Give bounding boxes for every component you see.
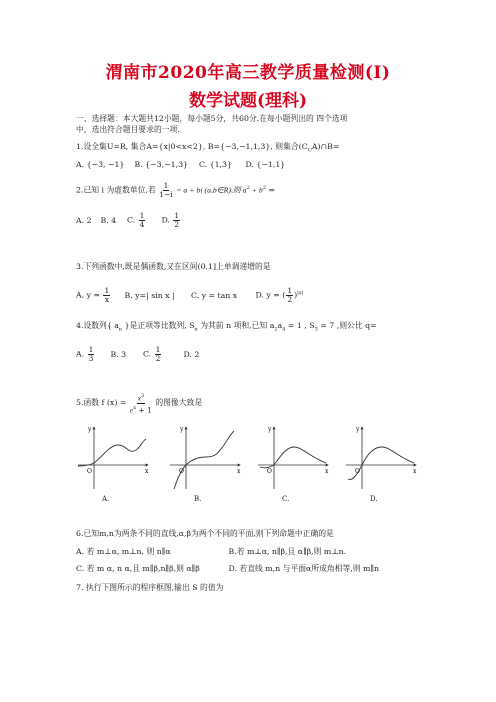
graph-b-origin: O [179,468,184,475]
q5-graph-d [346,426,417,489]
q3-option-c: C. y = tan x [190,290,238,300]
graph-label-d: D. [370,495,378,503]
graph-c-origin: O [267,468,272,475]
section-heading-line2: 中，选出符合题目要求的一项. [76,125,180,134]
graph-a-y-label: y [88,426,92,433]
question-7-stem: 7. 执行下图所示的程序框图,输出 S 的值为 [76,583,224,592]
exam-title: 渭南市2020年高三教学质量检测(Ⅰ) [105,63,391,83]
graph-d-x-label: x [413,468,417,475]
q5-graph-a [78,426,149,489]
question-1-stem: 1.设全集U=R, 集合A={x|0<x<2}, B={−3,−1,1,3}, 则集合$(C_UA)\cap B=$ [76,142,340,154]
q6-option-c: C. 若 m α, n α,且 m∥β,n∥β,则 α∥β [76,564,200,573]
q5-graph-c [258,426,329,489]
graph-label-b: B. [194,495,202,503]
q2-fraction: $\frac{1}{1-i}$ [159,181,173,199]
question-6-options-cd [76,563,379,574]
question-2-stem: 2.已知 i 为虚数单位,若 $\frac{1}{1-i}$ = a + bi (a,b∈R),则 $a^2 + b^2$ = [76,181,276,199]
question-5-stem: 5.函数 f (x) = $\frac{x^3}{e^x + 1}$ 的图像大致是 [76,393,203,414]
graph-a-x-label: x [145,468,149,475]
question-2-options [76,212,181,229]
section-heading-line1: 一、选择题：本大题共12小题，每小题5分，共60分.在每小题列出的 四个选项 [76,114,348,123]
q1-option-c: C. {1,3} [198,160,232,169]
q5-graph-options [76,423,416,503]
question-1-options [76,159,285,170]
q2-option-d: D. $\frac{1}{2}$ [161,211,180,229]
q5-graph-b [170,426,241,489]
q5-fraction: $\frac{x^3}{e^x + 1}$ [129,393,152,414]
q1-option-b: B. {−3,−1,3} [134,160,188,169]
q5-graphs-svg [76,423,416,495]
graph-label-a: A. [102,495,110,503]
q3-option-d: D. y = ( $\frac{1}{2}$ )$^{|x|}$ [255,286,304,304]
question-6-stem: 6.已知m,n为两条不同的直线,α,β为两个不同的平面,则下列命题中正确的是 [76,529,334,538]
q6-option-b: B.若 m⊥α, n∥β,且 α∥β,则 m⊥n. [228,547,347,556]
q4-option-d: D. 2 [183,349,200,359]
q3-option-b: B. y=| sin x | [124,290,175,300]
q4-option-b: B. 3 [110,349,127,359]
q1-option-a: A. {−3, −1} [76,160,125,169]
question-3-options [76,287,303,304]
graph-b-x-label: x [237,468,241,475]
graph-c-y-label: y [268,426,272,433]
graph-d-origin: O [355,468,360,475]
graph-c-x-label: x [325,468,329,475]
question-3-stem: 3.下列函数中,既是偶函数,又在区间(0,1]上单调递增的是 [76,262,271,271]
q2-option-b: B. 4 [100,215,117,225]
q6-option-d: D. 若直线 m,n 与平面α所成角相等,则 m∥n [228,564,380,573]
question-4-options [76,346,199,363]
q2-option-a: A. 2 [76,215,92,225]
question-6-options-ab [76,546,346,557]
q4-option-a: A. $\frac{1}{3}$ [76,345,94,363]
graph-label-c: C. [282,495,290,503]
graph-a-origin: O [87,468,92,475]
graph-d-y-label: y [356,426,360,433]
q3-option-a: A. y = $\frac{1}{x}$ [76,286,110,304]
q6-option-a: A. 若 m⊥α, m⊥n, 则 n∥α [76,547,171,556]
q2-option-c: C. $\frac{1}{4}$ [126,211,145,229]
question-4-stem: 4.设数列{ $a_n$ }是正项等比数列, $S_n$ 为其前 n 项和,已知 $a_2a_4 = 1$ , $S_3 = 7$ ,则公比 q= [76,321,377,333]
q4-option-c: C. $\frac{1}{2}$ [142,345,161,363]
exam-subtitle: 数学试题(理科) [188,91,308,111]
q1-option-d: D. {−1,1} [245,160,286,169]
graph-b-y-label: y [180,426,184,433]
